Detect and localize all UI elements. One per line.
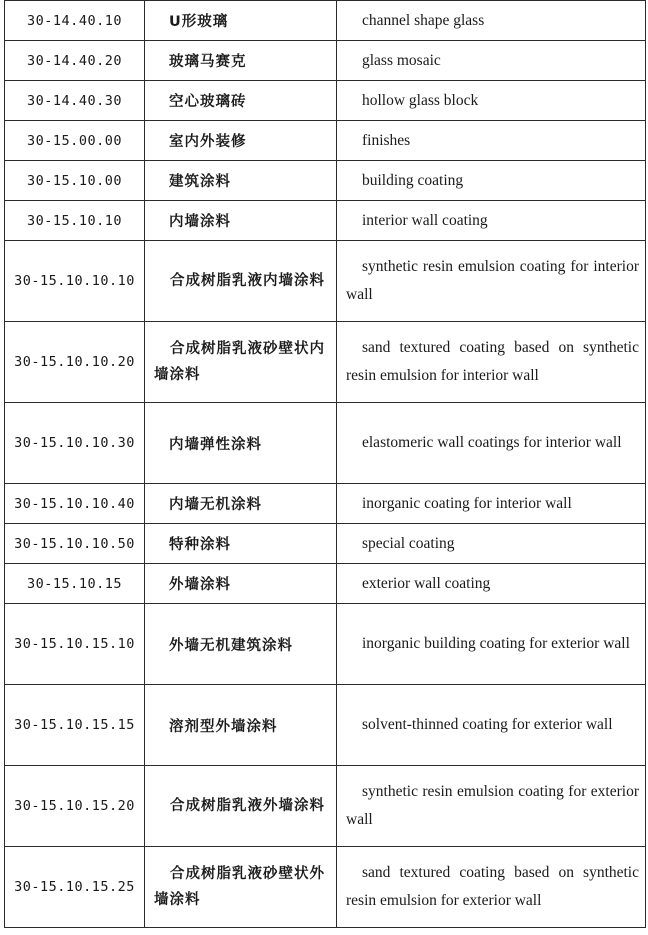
term-chinese: 外墙无机建筑涂料 — [145, 604, 337, 685]
term-chinese: 建筑涂料 — [145, 161, 337, 201]
table-row — [5, 41, 646, 81]
term-code: 30-15.10.15.25 — [5, 847, 145, 928]
table-row — [5, 685, 646, 766]
term-english: synthetic resin emulsion coating for interior wall — [337, 241, 646, 322]
term-english: hollow glass block — [337, 81, 646, 121]
term-chinese: 空心玻璃砖 — [145, 81, 337, 121]
term-english: elastomeric wall coatings for interior wall — [337, 403, 646, 484]
term-english: channel shape glass — [337, 1, 646, 41]
table-row — [5, 847, 646, 928]
term-code: 30-15.10.00 — [5, 161, 145, 201]
term-chinese: 合成树脂乳液外墙涂料 — [145, 766, 337, 847]
term-english: synthetic resin emulsion coating for exterior wall — [337, 766, 646, 847]
table-row — [5, 766, 646, 847]
table-row — [5, 161, 646, 201]
term-english: building coating — [337, 161, 646, 201]
term-english: sand textured coating based on synthetic resin emulsion for interior wall — [337, 322, 646, 403]
terminology-table — [4, 0, 646, 928]
table-row — [5, 81, 646, 121]
table-row — [5, 604, 646, 685]
term-code: 30-14.40.10 — [5, 1, 145, 41]
term-english: exterior wall coating — [337, 564, 646, 604]
term-chinese: 合成树脂乳液砂壁状内墙涂料 — [145, 322, 337, 403]
term-english: sand textured coating based on synthetic resin emulsion for exterior wall — [337, 847, 646, 928]
term-chinese: 室内外装修 — [145, 121, 337, 161]
table-row — [5, 322, 646, 403]
term-code: 30-15.10.10.20 — [5, 322, 145, 403]
term-english: interior wall coating — [337, 201, 646, 241]
table-row — [5, 241, 646, 322]
term-english: finishes — [337, 121, 646, 161]
term-chinese: 合成树脂乳液内墙涂料 — [145, 241, 337, 322]
term-english: glass mosaic — [337, 41, 646, 81]
term-english: solvent-thinned coating for exterior wall — [337, 685, 646, 766]
term-chinese: 内墙无机涂料 — [145, 484, 337, 524]
term-chinese: 溶剂型外墙涂料 — [145, 685, 337, 766]
term-code: 30-15.10.10.50 — [5, 524, 145, 564]
table-row — [5, 1, 646, 41]
term-chinese: 玻璃马赛克 — [145, 41, 337, 81]
table-row — [5, 484, 646, 524]
term-code: 30-15.10.15.15 — [5, 685, 145, 766]
term-code: 30-15.10.10.40 — [5, 484, 145, 524]
term-chinese: 内墙涂料 — [145, 201, 337, 241]
term-chinese: U形玻璃 — [145, 1, 337, 41]
term-english: special coating — [337, 524, 646, 564]
term-chinese: 外墙涂料 — [145, 564, 337, 604]
term-english: inorganic coating for interior wall — [337, 484, 646, 524]
term-english: inorganic building coating for exterior wall — [337, 604, 646, 685]
term-chinese: 特种涂料 — [145, 524, 337, 564]
term-code: 30-15.10.10.10 — [5, 241, 145, 322]
table-row — [5, 524, 646, 564]
term-code: 30-15.10.10.30 — [5, 403, 145, 484]
term-code: 30-14.40.20 — [5, 41, 145, 81]
term-chinese: 合成树脂乳液砂壁状外墙涂料 — [145, 847, 337, 928]
term-code: 30-15.10.15.20 — [5, 766, 145, 847]
term-code: 30-14.40.30 — [5, 81, 145, 121]
table-row — [5, 403, 646, 484]
table-row — [5, 121, 646, 161]
term-chinese: 内墙弹性涂料 — [145, 403, 337, 484]
term-code: 30-15.10.10 — [5, 201, 145, 241]
term-code: 30-15.10.15 — [5, 564, 145, 604]
term-code: 30-15.10.15.10 — [5, 604, 145, 685]
table-row — [5, 201, 646, 241]
term-code: 30-15.00.00 — [5, 121, 145, 161]
table-row — [5, 564, 646, 604]
